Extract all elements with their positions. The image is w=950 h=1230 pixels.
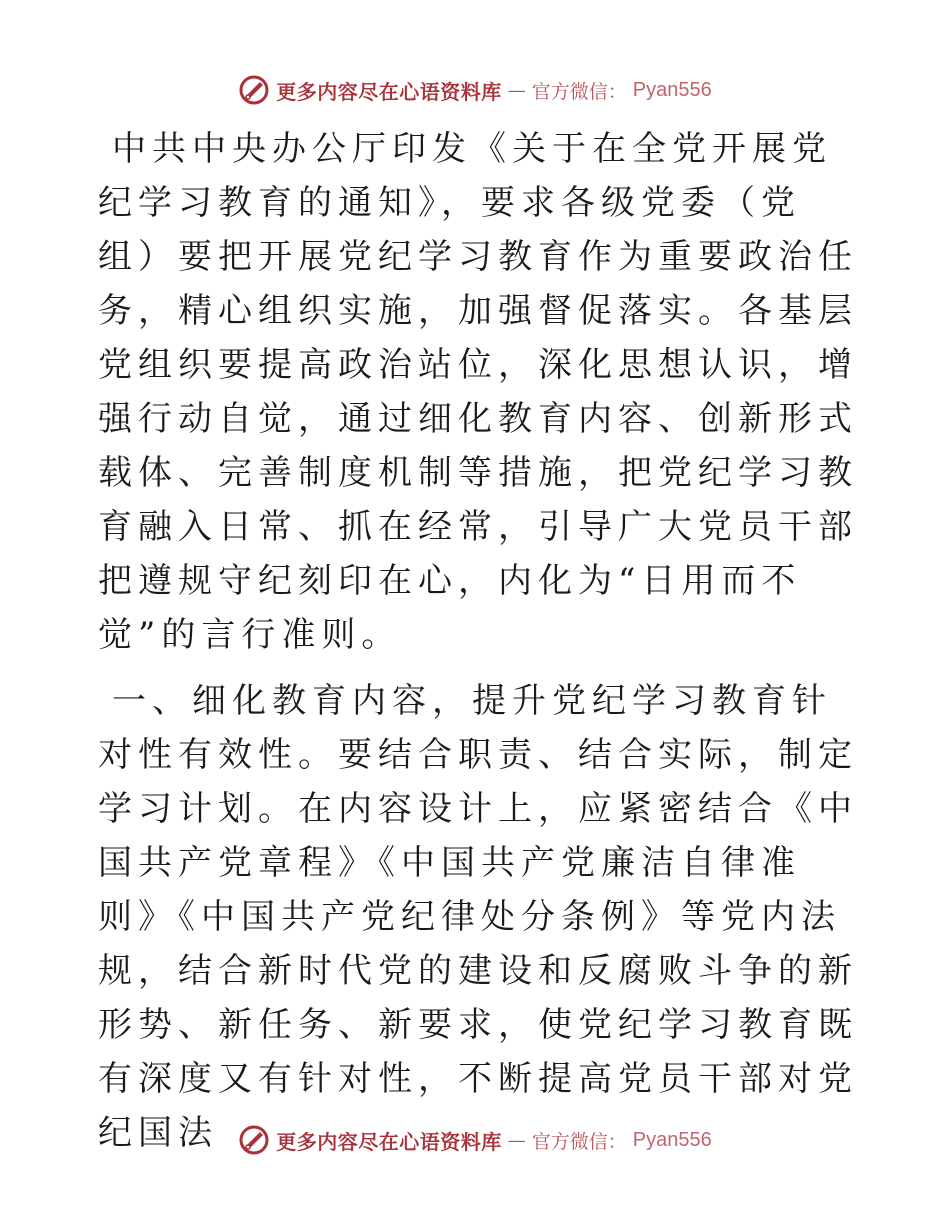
banner-dash: — — [507, 79, 526, 101]
library-logo-icon — [238, 1124, 270, 1156]
banner-wechat-label: 官方微信： — [531, 1130, 627, 1153]
paragraph-intro: 中共中央办公厅印发《关于在全党开展党纪学习教育的通知》，要求各级党委（党组）要把开展党纪学习教育作为重要政治任务，精心组织实施，加强督促落实。各基层党组织要提高政治站位，深化思想认识，增强行动自觉，通过细化教育内容、创新形式载体、完善制度机制等措施，把党纪学习教育融入日常、抓在经常，引导广大党员干部把遵规守纪刻印在心，内化为“日用而不觉”的言行准则。 — [98, 129, 858, 655]
footer-watermark-banner — [0, 1120, 950, 1160]
banner-dash: — — [507, 1129, 526, 1151]
banner-slogan: 更多内容尽在心语资料库 — [276, 79, 502, 104]
header-watermark-banner — [0, 70, 950, 110]
library-logo-icon — [238, 74, 270, 106]
document-body — [98, 122, 858, 1160]
banner-wechat-label: 官方微信： — [531, 80, 627, 103]
banner-wechat-id: Pyan556 — [632, 78, 712, 101]
banner-wechat-id: Pyan556 — [632, 1128, 712, 1151]
paragraph-section-one: 一、细化教育内容，提升党纪学习教育针对性有效性。要结合职责、结合实际，制定学习计划。在内容设计上，应紧密结合《中国共产党章程》《中国共产党廉洁自律准则》《中国共产党纪律处分条例》等党内法规，结合新时代党的建设和反腐败斗争的新形势、新任务、新要求，使党纪学习教育既有深度又有针对性，不断提高党员干部对党纪国法 — [98, 681, 858, 1153]
banner-slogan: 更多内容尽在心语资料库 — [276, 1129, 502, 1154]
